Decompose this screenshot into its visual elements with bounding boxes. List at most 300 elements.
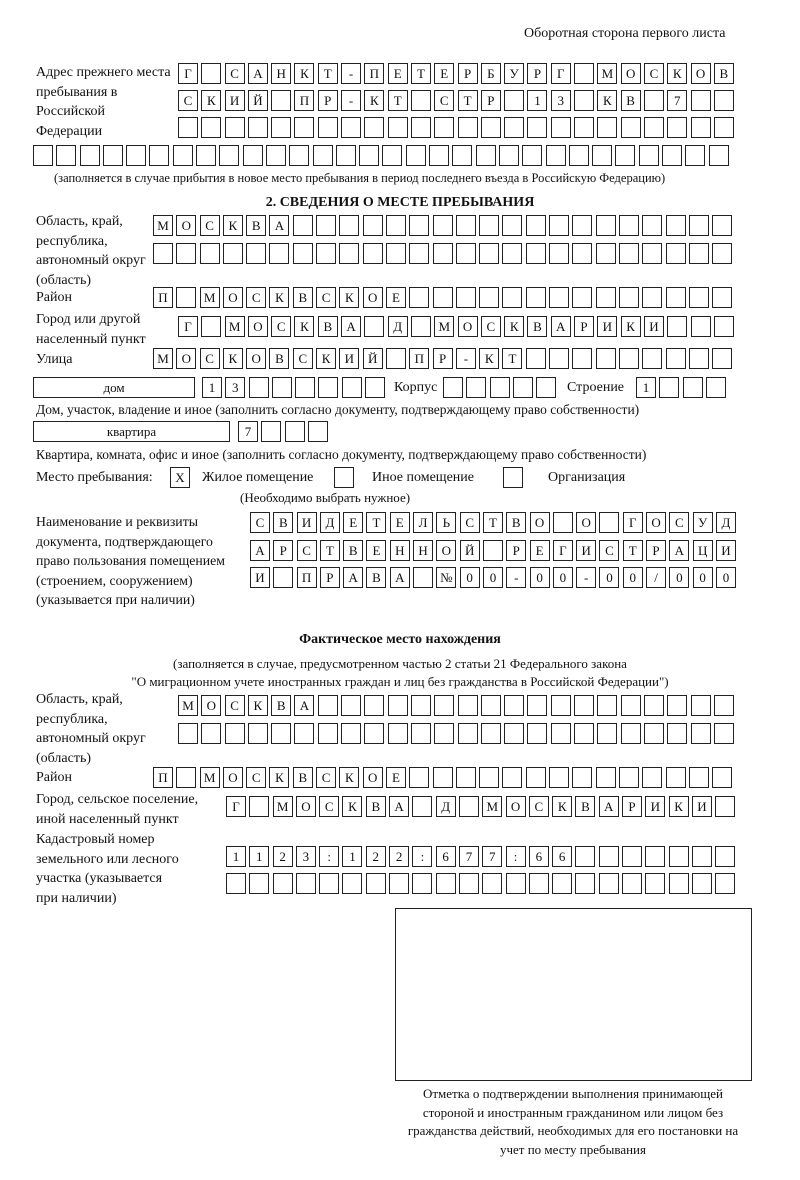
char-cell[interactable]: М	[200, 287, 220, 308]
char-cell[interactable]	[434, 695, 454, 716]
char-cell[interactable]	[388, 723, 408, 744]
char-cell[interactable]: 7	[459, 846, 479, 867]
char-cell[interactable]	[502, 287, 522, 308]
char-cell[interactable]	[249, 873, 269, 894]
char-cell[interactable]: К	[552, 796, 572, 817]
char-cell[interactable]: Д	[388, 316, 408, 337]
char-cell[interactable]	[714, 695, 734, 716]
char-cell[interactable]	[502, 215, 522, 236]
char-cell[interactable]: О	[176, 215, 196, 236]
char-cell[interactable]	[482, 873, 502, 894]
region-row-1[interactable]	[153, 215, 732, 237]
char-cell[interactable]	[363, 215, 383, 236]
char-cell[interactable]: Р	[622, 796, 642, 817]
char-cell[interactable]	[504, 90, 524, 111]
char-cell[interactable]: О	[458, 316, 478, 337]
char-cell[interactable]	[342, 873, 362, 894]
char-cell[interactable]: О	[506, 796, 526, 817]
char-cell[interactable]	[386, 215, 406, 236]
char-cell[interactable]	[433, 215, 453, 236]
document-row-3[interactable]	[250, 567, 736, 589]
char-cell[interactable]: В	[621, 90, 641, 111]
char-cell[interactable]: П	[409, 348, 429, 369]
char-cell[interactable]	[621, 117, 641, 138]
char-cell[interactable]: Р	[574, 316, 594, 337]
char-cell[interactable]	[599, 846, 619, 867]
char-cell[interactable]	[429, 145, 449, 166]
char-cell[interactable]: К	[667, 63, 687, 84]
char-cell[interactable]: М	[273, 796, 293, 817]
char-cell[interactable]: К	[269, 767, 289, 788]
char-cell[interactable]	[529, 873, 549, 894]
char-cell[interactable]	[458, 117, 478, 138]
char-cell[interactable]	[248, 117, 268, 138]
char-cell[interactable]: О	[223, 767, 243, 788]
actual-region-row-1[interactable]	[178, 695, 734, 717]
char-cell[interactable]: Р	[481, 90, 501, 111]
char-cell[interactable]: В	[527, 316, 547, 337]
char-cell[interactable]: А	[269, 215, 289, 236]
char-cell[interactable]: П	[153, 287, 173, 308]
char-cell[interactable]	[513, 377, 533, 398]
char-cell[interactable]	[527, 117, 547, 138]
char-cell[interactable]: 1	[527, 90, 547, 111]
char-cell[interactable]	[622, 873, 642, 894]
char-cell[interactable]: О	[576, 512, 596, 533]
char-cell[interactable]	[411, 316, 431, 337]
char-cell[interactable]: 0	[460, 567, 480, 588]
char-cell[interactable]	[709, 145, 729, 166]
char-cell[interactable]: Е	[434, 63, 454, 84]
char-cell[interactable]	[479, 243, 499, 264]
cadastral-row-1[interactable]	[226, 846, 735, 868]
char-cell[interactable]: М	[178, 695, 198, 716]
char-cell[interactable]: С	[246, 767, 266, 788]
char-cell[interactable]	[269, 243, 289, 264]
char-cell[interactable]	[689, 243, 709, 264]
char-cell[interactable]: 0	[483, 567, 503, 588]
char-cell[interactable]: К	[342, 796, 362, 817]
char-cell[interactable]	[201, 63, 221, 84]
char-cell[interactable]: Г	[226, 796, 246, 817]
char-cell[interactable]	[490, 377, 510, 398]
char-cell[interactable]: -	[576, 567, 596, 588]
char-cell[interactable]: Е	[390, 512, 410, 533]
char-cell[interactable]: :	[506, 846, 526, 867]
char-cell[interactable]	[596, 348, 616, 369]
char-cell[interactable]: 7	[667, 90, 687, 111]
char-cell[interactable]	[409, 767, 429, 788]
char-cell[interactable]	[592, 145, 612, 166]
char-cell[interactable]	[339, 215, 359, 236]
char-cell[interactable]: :	[412, 846, 432, 867]
char-cell[interactable]	[659, 377, 679, 398]
char-cell[interactable]	[364, 695, 384, 716]
char-cell[interactable]: 1	[636, 377, 656, 398]
char-cell[interactable]	[456, 767, 476, 788]
char-cell[interactable]: Д	[716, 512, 736, 533]
char-cell[interactable]	[103, 145, 123, 166]
char-cell[interactable]: П	[364, 63, 384, 84]
char-cell[interactable]	[546, 145, 566, 166]
char-cell[interactable]	[318, 117, 338, 138]
char-cell[interactable]	[271, 90, 291, 111]
char-cell[interactable]	[409, 287, 429, 308]
char-cell[interactable]	[364, 316, 384, 337]
char-cell[interactable]	[574, 723, 594, 744]
char-cell[interactable]	[596, 243, 616, 264]
char-cell[interactable]: 2	[273, 846, 293, 867]
char-cell[interactable]	[386, 243, 406, 264]
char-cell[interactable]: С	[669, 512, 689, 533]
char-cell[interactable]: Н	[413, 540, 433, 561]
char-cell[interactable]: С	[529, 796, 549, 817]
char-cell[interactable]	[364, 723, 384, 744]
char-cell[interactable]	[527, 723, 547, 744]
char-cell[interactable]: С	[297, 540, 317, 561]
char-cell[interactable]: Е	[386, 767, 406, 788]
char-cell[interactable]	[433, 767, 453, 788]
char-cell[interactable]	[619, 243, 639, 264]
char-cell[interactable]	[526, 348, 546, 369]
char-cell[interactable]: Г	[178, 63, 198, 84]
char-cell[interactable]	[642, 767, 662, 788]
district-row[interactable]	[153, 287, 732, 309]
char-cell[interactable]	[574, 117, 594, 138]
char-cell[interactable]	[33, 145, 53, 166]
char-cell[interactable]	[246, 243, 266, 264]
char-cell[interactable]: К	[223, 215, 243, 236]
char-cell[interactable]	[341, 723, 361, 744]
char-cell[interactable]	[506, 873, 526, 894]
char-cell[interactable]	[536, 377, 556, 398]
char-cell[interactable]	[364, 117, 384, 138]
char-cell[interactable]: Е	[388, 63, 408, 84]
char-cell[interactable]	[196, 145, 216, 166]
char-cell[interactable]	[479, 215, 499, 236]
char-cell[interactable]	[294, 723, 314, 744]
char-cell[interactable]: 1	[249, 846, 269, 867]
char-cell[interactable]	[382, 145, 402, 166]
char-cell[interactable]: 6	[436, 846, 456, 867]
char-cell[interactable]	[619, 215, 639, 236]
char-cell[interactable]: М	[482, 796, 502, 817]
char-cell[interactable]: Р	[320, 567, 340, 588]
char-cell[interactable]	[386, 348, 406, 369]
char-cell[interactable]	[411, 90, 431, 111]
char-cell[interactable]	[316, 215, 336, 236]
char-cell[interactable]: -	[506, 567, 526, 588]
char-cell[interactable]: :	[319, 846, 339, 867]
char-cell[interactable]	[683, 377, 703, 398]
char-cell[interactable]: А	[343, 567, 363, 588]
char-cell[interactable]	[479, 287, 499, 308]
char-cell[interactable]: Г	[178, 316, 198, 337]
actual-city-row[interactable]	[226, 796, 735, 818]
char-cell[interactable]: К	[597, 90, 617, 111]
char-cell[interactable]: 1	[226, 846, 246, 867]
char-cell[interactable]	[388, 695, 408, 716]
char-cell[interactable]	[619, 287, 639, 308]
region-row-2[interactable]	[153, 243, 732, 265]
char-cell[interactable]	[669, 873, 689, 894]
char-cell[interactable]	[285, 421, 305, 442]
char-cell[interactable]: А	[551, 316, 571, 337]
char-cell[interactable]	[248, 723, 268, 744]
prev-address-row-4[interactable]	[33, 145, 729, 167]
char-cell[interactable]	[551, 723, 571, 744]
char-cell[interactable]: Г	[551, 63, 571, 84]
char-cell[interactable]	[243, 145, 263, 166]
char-cell[interactable]: В	[269, 348, 289, 369]
char-cell[interactable]	[691, 695, 711, 716]
char-cell[interactable]	[409, 243, 429, 264]
char-cell[interactable]: С	[316, 287, 336, 308]
char-cell[interactable]: Ц	[693, 540, 713, 561]
char-cell[interactable]: -	[341, 90, 361, 111]
char-cell[interactable]: О	[363, 767, 383, 788]
char-cell[interactable]	[569, 145, 589, 166]
document-row-2[interactable]	[250, 540, 736, 562]
document-row-1[interactable]	[250, 512, 736, 534]
char-cell[interactable]	[689, 767, 709, 788]
char-cell[interactable]: К	[248, 695, 268, 716]
char-cell[interactable]	[201, 723, 221, 744]
char-cell[interactable]: Т	[320, 540, 340, 561]
char-cell[interactable]	[549, 348, 569, 369]
char-cell[interactable]: Р	[506, 540, 526, 561]
char-cell[interactable]	[712, 287, 732, 308]
char-cell[interactable]	[56, 145, 76, 166]
char-cell[interactable]	[341, 695, 361, 716]
char-cell[interactable]: Т	[623, 540, 643, 561]
char-cell[interactable]: Е	[366, 540, 386, 561]
char-cell[interactable]: О	[201, 695, 221, 716]
char-cell[interactable]: У	[504, 63, 524, 84]
char-cell[interactable]	[715, 796, 735, 817]
char-cell[interactable]: Р	[646, 540, 666, 561]
char-cell[interactable]: С	[246, 287, 266, 308]
char-cell[interactable]	[596, 287, 616, 308]
char-cell[interactable]	[642, 215, 662, 236]
char-cell[interactable]: У	[693, 512, 713, 533]
char-cell[interactable]	[551, 117, 571, 138]
char-cell[interactable]: В	[575, 796, 595, 817]
char-cell[interactable]: И	[597, 316, 617, 337]
char-cell[interactable]: С	[434, 90, 454, 111]
actual-district-row[interactable]	[153, 767, 732, 789]
char-cell[interactable]: В	[506, 512, 526, 533]
char-cell[interactable]	[574, 63, 594, 84]
char-cell[interactable]	[293, 243, 313, 264]
char-cell[interactable]: И	[297, 512, 317, 533]
char-cell[interactable]: С	[200, 348, 220, 369]
char-cell[interactable]	[504, 695, 524, 716]
char-cell[interactable]: С	[225, 695, 245, 716]
char-cell[interactable]	[645, 873, 665, 894]
char-cell[interactable]	[706, 377, 726, 398]
char-cell[interactable]	[225, 723, 245, 744]
char-cell[interactable]: И	[225, 90, 245, 111]
char-cell[interactable]: В	[273, 512, 293, 533]
char-cell[interactable]	[456, 243, 476, 264]
char-cell[interactable]: С	[644, 63, 664, 84]
char-cell[interactable]: М	[597, 63, 617, 84]
char-cell[interactable]: Г	[553, 540, 573, 561]
char-cell[interactable]: 3	[551, 90, 571, 111]
char-cell[interactable]: К	[621, 316, 641, 337]
char-cell[interactable]	[662, 145, 682, 166]
char-cell[interactable]: №	[436, 567, 456, 588]
char-cell[interactable]: В	[271, 695, 291, 716]
char-cell[interactable]: 3	[296, 846, 316, 867]
char-cell[interactable]: Й	[363, 348, 383, 369]
char-cell[interactable]: Т	[502, 348, 522, 369]
char-cell[interactable]	[504, 723, 524, 744]
char-cell[interactable]: В	[293, 287, 313, 308]
char-cell[interactable]	[363, 243, 383, 264]
char-cell[interactable]: М	[200, 767, 220, 788]
char-cell[interactable]: К	[223, 348, 243, 369]
char-cell[interactable]	[645, 846, 665, 867]
char-cell[interactable]	[691, 316, 711, 337]
char-cell[interactable]: Т	[411, 63, 431, 84]
apartment-number-row[interactable]	[238, 421, 328, 443]
char-cell[interactable]: В	[366, 567, 386, 588]
char-cell[interactable]: Ь	[436, 512, 456, 533]
char-cell[interactable]: К	[364, 90, 384, 111]
char-cell[interactable]: Н	[390, 540, 410, 561]
char-cell[interactable]	[691, 723, 711, 744]
char-cell[interactable]	[689, 215, 709, 236]
char-cell[interactable]	[621, 723, 641, 744]
char-cell[interactable]: А	[250, 540, 270, 561]
char-cell[interactable]: А	[669, 540, 689, 561]
char-cell[interactable]	[596, 767, 616, 788]
char-cell[interactable]	[666, 215, 686, 236]
prev-address-row-2[interactable]	[178, 90, 734, 112]
char-cell[interactable]: К	[269, 287, 289, 308]
char-cell[interactable]	[411, 695, 431, 716]
char-cell[interactable]	[456, 215, 476, 236]
char-cell[interactable]: О	[296, 796, 316, 817]
char-cell[interactable]: О	[248, 316, 268, 337]
char-cell[interactable]: 0	[530, 567, 550, 588]
char-cell[interactable]: 0	[623, 567, 643, 588]
char-cell[interactable]: Д	[320, 512, 340, 533]
char-cell[interactable]	[481, 695, 501, 716]
char-cell[interactable]: 0	[599, 567, 619, 588]
char-cell[interactable]: 0	[693, 567, 713, 588]
char-cell[interactable]	[597, 695, 617, 716]
char-cell[interactable]	[685, 145, 705, 166]
option-organization-checkbox[interactable]	[503, 467, 523, 488]
prev-address-row-1[interactable]	[178, 63, 734, 85]
char-cell[interactable]	[434, 723, 454, 744]
char-cell[interactable]	[389, 873, 409, 894]
char-cell[interactable]	[201, 117, 221, 138]
char-cell[interactable]	[597, 117, 617, 138]
char-cell[interactable]: М	[153, 348, 173, 369]
char-cell[interactable]	[178, 117, 198, 138]
char-cell[interactable]	[502, 243, 522, 264]
char-cell[interactable]	[689, 348, 709, 369]
char-cell[interactable]: С	[271, 316, 291, 337]
char-cell[interactable]: /	[646, 567, 666, 588]
char-cell[interactable]: Р	[318, 90, 338, 111]
char-cell[interactable]	[249, 377, 269, 398]
char-cell[interactable]	[318, 723, 338, 744]
char-cell[interactable]: 1	[202, 377, 222, 398]
char-cell[interactable]	[712, 215, 732, 236]
char-cell[interactable]	[452, 145, 472, 166]
char-cell[interactable]	[433, 243, 453, 264]
char-cell[interactable]	[308, 421, 328, 442]
char-cell[interactable]	[434, 117, 454, 138]
char-cell[interactable]: М	[225, 316, 245, 337]
char-cell[interactable]	[522, 145, 542, 166]
char-cell[interactable]: П	[297, 567, 317, 588]
char-cell[interactable]	[296, 873, 316, 894]
char-cell[interactable]	[366, 873, 386, 894]
char-cell[interactable]	[667, 723, 687, 744]
char-cell[interactable]	[80, 145, 100, 166]
char-cell[interactable]: С	[460, 512, 480, 533]
char-cell[interactable]	[526, 287, 546, 308]
char-cell[interactable]: В	[293, 767, 313, 788]
char-cell[interactable]: Й	[248, 90, 268, 111]
char-cell[interactable]	[666, 243, 686, 264]
char-cell[interactable]	[715, 846, 735, 867]
char-cell[interactable]: О	[436, 540, 456, 561]
char-cell[interactable]: С	[225, 63, 245, 84]
char-cell[interactable]: И	[250, 567, 270, 588]
char-cell[interactable]	[411, 723, 431, 744]
char-cell[interactable]: О	[646, 512, 666, 533]
char-cell[interactable]	[666, 348, 686, 369]
option-residential-checkbox[interactable]: Х	[170, 467, 190, 488]
char-cell[interactable]	[413, 567, 433, 588]
char-cell[interactable]: О	[176, 348, 196, 369]
char-cell[interactable]	[176, 243, 196, 264]
char-cell[interactable]	[476, 145, 496, 166]
char-cell[interactable]	[261, 421, 281, 442]
char-cell[interactable]	[667, 316, 687, 337]
char-cell[interactable]: О	[691, 63, 711, 84]
char-cell[interactable]	[293, 215, 313, 236]
char-cell[interactable]: В	[714, 63, 734, 84]
street-row[interactable]	[153, 348, 732, 370]
char-cell[interactable]	[644, 695, 664, 716]
char-cell[interactable]: Т	[318, 63, 338, 84]
prev-address-row-3[interactable]	[178, 117, 734, 139]
char-cell[interactable]	[712, 767, 732, 788]
char-cell[interactable]: 1	[342, 846, 362, 867]
char-cell[interactable]: -	[341, 63, 361, 84]
char-cell[interactable]	[341, 117, 361, 138]
char-cell[interactable]: Т	[366, 512, 386, 533]
char-cell[interactable]	[178, 723, 198, 744]
building-row[interactable]	[636, 377, 726, 399]
char-cell[interactable]	[666, 287, 686, 308]
char-cell[interactable]	[412, 796, 432, 817]
char-cell[interactable]: С	[293, 348, 313, 369]
char-cell[interactable]	[667, 117, 687, 138]
char-cell[interactable]	[499, 145, 519, 166]
char-cell[interactable]	[615, 145, 635, 166]
char-cell[interactable]	[149, 145, 169, 166]
char-cell[interactable]: А	[390, 567, 410, 588]
